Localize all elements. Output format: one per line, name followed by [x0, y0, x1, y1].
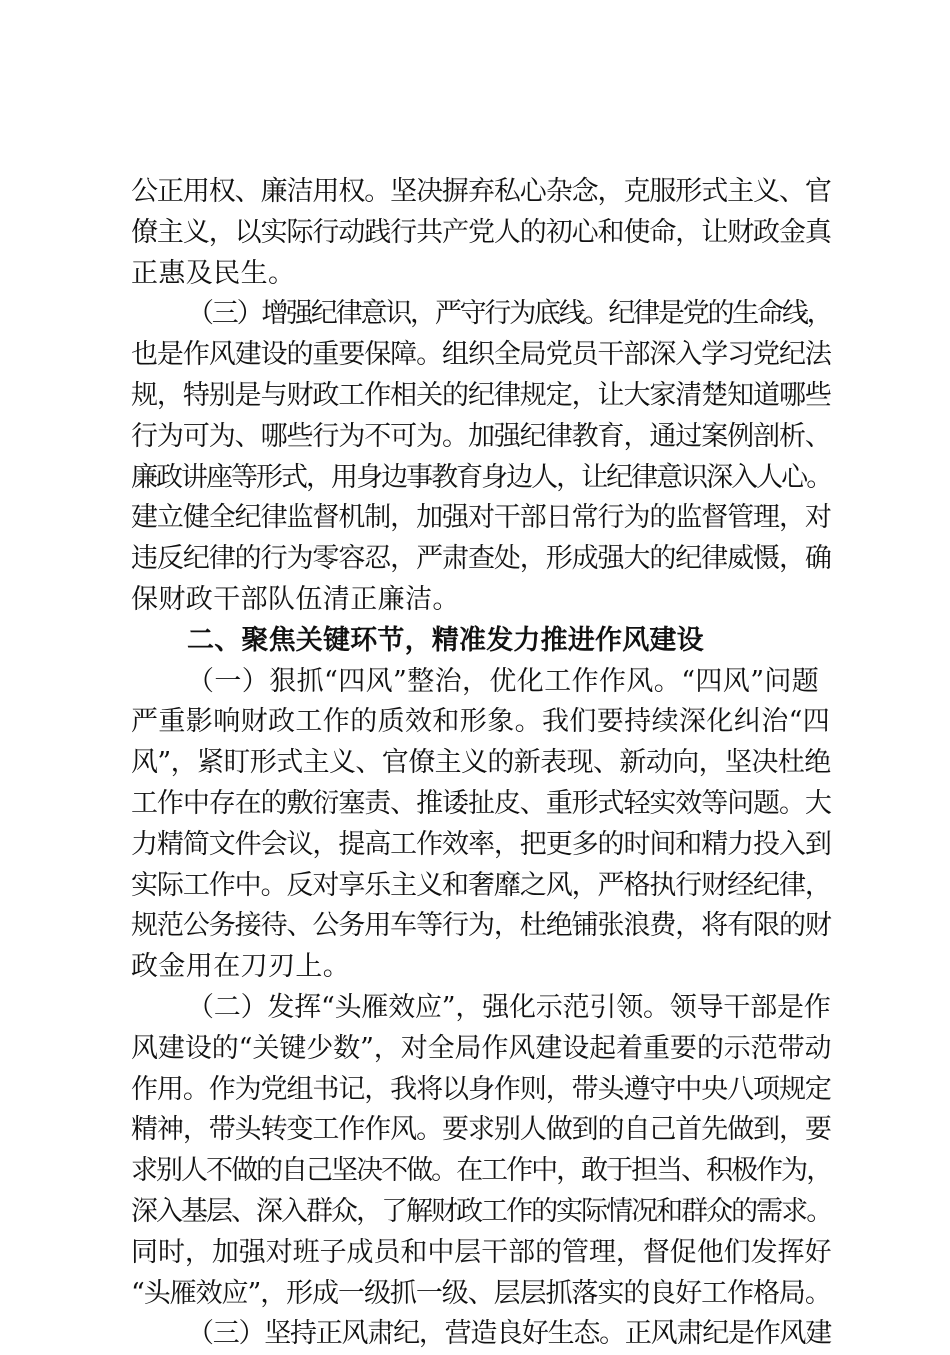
paragraph-line: 行为可为、哪些行为不可为。加强纪律教育，通过案例剖析、 [131, 420, 831, 452]
paragraph-line: 精神，带头转变工作作风。要求别人做到的自己首先做到，要 [131, 1114, 831, 1146]
paragraph-line: （一）狠抓“四风”整治，优化工作作风。“四风”问题 [187, 665, 820, 697]
paragraph-line: 公正用权、廉洁用权。坚决摒弃私心杂念，克服形式主义、官 [131, 176, 831, 207]
paragraph-line: 力精简文件会议，提高工作效率，把更多的时间和精力投入到 [131, 828, 831, 860]
paragraph-line: 规范公务接待、公务用车等行为，杜绝铺张浪费，将有限的财 [131, 910, 831, 942]
section-heading: 二、聚焦关键环节，精准发力推进作风建设 [187, 624, 704, 656]
paragraph-line: 也是作风建设的重要保障。组织全局党员干部深入学习党纪法 [131, 339, 831, 371]
paragraph-line: 风建设的“关键少数”，对全局作风建设起着重要的示范带动 [131, 1032, 832, 1064]
paragraph-line: （三）增强纪律意识，严守行为底线。纪律是党的生命线， [187, 298, 832, 330]
paragraph-line: 规，特别是与财政工作相关的纪律规定，让大家清楚知道哪些 [131, 379, 831, 411]
paragraph-line: 政金用在刀刃上。 [131, 951, 351, 983]
paragraph-line: 同时，加强对班子成员和中层干部的管理，督促他们发挥好 [131, 1236, 832, 1268]
paragraph-line: 保财政干部队伍清正廉洁。 [131, 583, 460, 615]
paragraph-line: 深入基层、深入群众，了解财政工作的实际情况和群众的需求。 [131, 1195, 832, 1227]
body-text [131, 172, 831, 1355]
paragraph-line: （二）发挥“头雁效应”，强化示范引领。领导干部是作 [187, 991, 831, 1023]
paragraph-line: 正惠及民生。 [131, 257, 296, 289]
paragraph-line: 违反纪律的行为零容忍，严肃查处，形成强大的纪律威慑，确 [131, 543, 831, 575]
paragraph-line: 实际工作中。反对享乐主义和奢靡之风，严格执行财经纪律， [131, 869, 831, 901]
paragraph-line: 建立健全纪律监督机制，加强对干部日常行为的监督管理，对 [131, 502, 831, 534]
paragraph-line: （三）坚持正风肃纪，营造良好生态。正风肃纪是作风建 [187, 1318, 831, 1350]
paragraph-line: “头雁效应”，形成一级抓一级、层层抓落实的良好工作格局。 [131, 1277, 831, 1309]
paragraph-line: 求别人不做的自己坚决不做。在工作中，敢于担当、积极作为， [131, 1155, 832, 1187]
paragraph-line: 风”，紧盯形式主义、官僚主义的新表现、新动向，坚决杜绝 [131, 747, 831, 779]
paragraph-line: 工作中存在的敷衍塞责、推诿扯皮、重形式轻实效等问题。大 [131, 787, 831, 819]
paragraph-line: 作用。作为党组书记，我将以身作则，带头遵守中央八项规定 [131, 1073, 831, 1105]
paragraph-line: 严重影响财政工作的质效和形象。我们要持续深化纠治“四 [131, 706, 831, 738]
paragraph-line: 廉政讲座等形式，用身边事教育身边人，让纪律意识深入人心。 [131, 461, 832, 493]
paragraph-line: 僚主义，以实际行动践行共产党人的初心和使命，让财政金真 [131, 216, 831, 248]
